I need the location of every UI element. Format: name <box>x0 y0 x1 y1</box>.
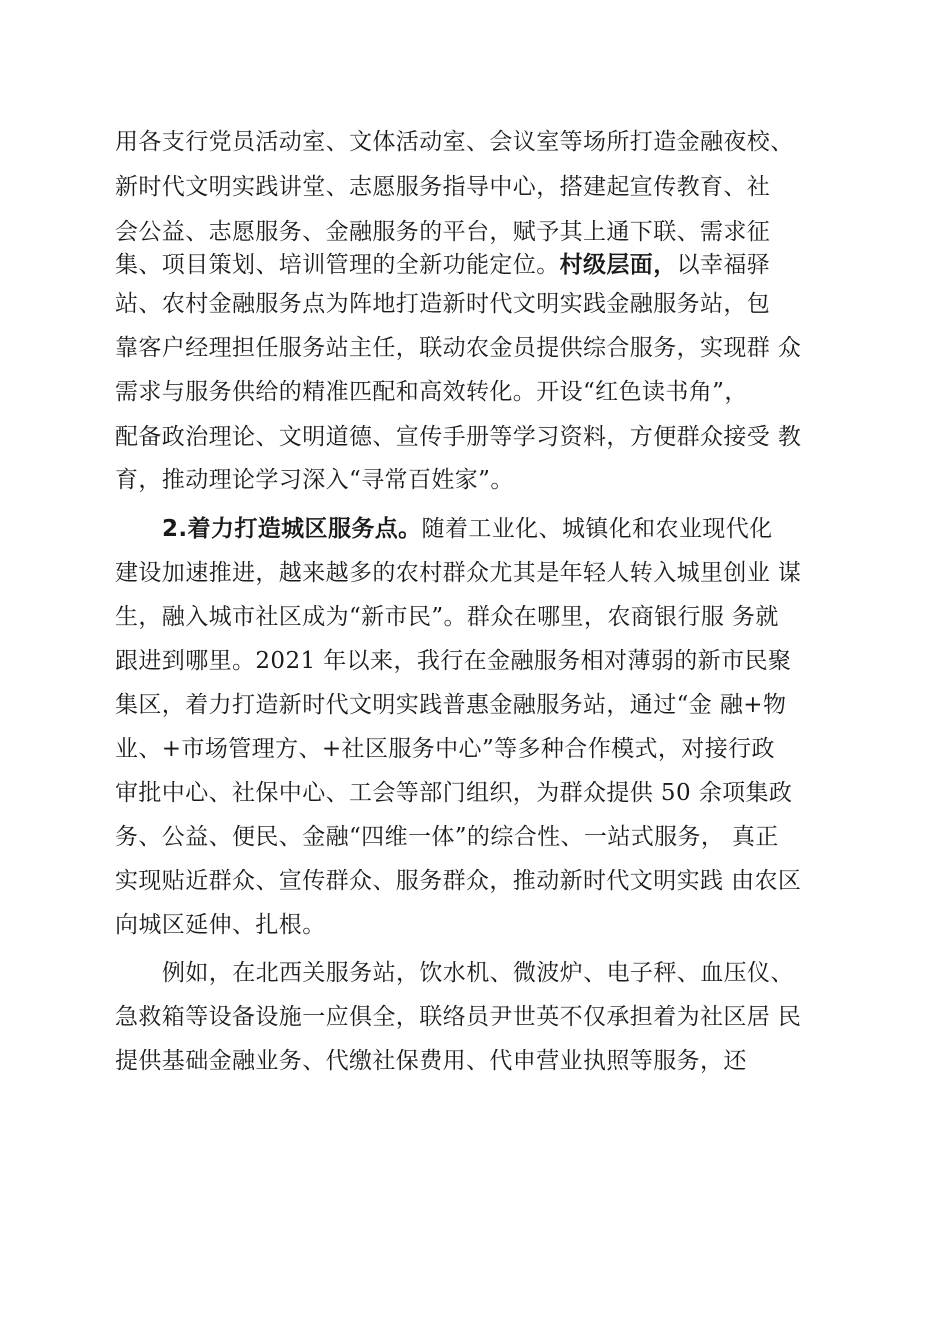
text-run: 务、公益、便民、金融“四维一体”的综合性、一站式服务， 真正 <box>115 824 779 850</box>
paragraph-line <box>115 375 845 409</box>
text-run: 配备政治理论、文明道德、宣传手册等学习资料，方便群众接受 教 <box>115 424 802 450</box>
paragraph-line <box>115 820 845 854</box>
paragraph-line <box>115 908 845 942</box>
text-run: 急救箱等设备设施一应俱全，联络员尹世英不仅承担着为社区居 民 <box>115 1004 802 1030</box>
paragraph-line <box>115 170 845 204</box>
paragraph-line <box>115 125 845 159</box>
paragraph-line <box>115 248 845 282</box>
text-run: 育，推动理论学习深入“寻常百姓家”。 <box>115 467 514 493</box>
paragraph-line <box>115 776 845 810</box>
paragraph-line <box>162 956 845 990</box>
section-heading: 2.着力打造城区服务点。 <box>162 516 422 542</box>
text-run: 靠客户经理担任服务站主任，联动农金员提供综合服务，实现群 众 <box>115 335 802 361</box>
paragraph-line <box>115 556 845 590</box>
text-run: 提供基础金融业务、代缴社保费用、代申营业执照等服务，还 <box>115 1048 747 1074</box>
text-run: 用各支行党员活动室、文体活动室、会议室等场所打造金融夜校、 <box>115 129 794 155</box>
text-run: 实现贴近群众、宣传群众、服务群众，推动新时代文明实践 由农区 <box>115 868 802 894</box>
text-run: 生，融入城市社区成为“新市民”。群众在哪里，农商银行服 务就 <box>115 604 779 630</box>
text-run: 以幸福驿 <box>676 252 771 278</box>
bold-heading-run: 村级层面， <box>559 252 677 278</box>
paragraph-line <box>115 1000 845 1034</box>
text-run: 建设加速推进，越来越多的农村群众尤其是年轻人转入城里创业 谋 <box>115 560 802 586</box>
paragraph-line <box>115 463 845 497</box>
paragraph-line <box>115 644 845 678</box>
text-run: 会公益、志愿服务、金融服务的平台，赋予其上通下联、需求征 <box>115 219 771 245</box>
text-run: 审批中心、社保中心、工会等部门组织，为群众提供 50 余项集政 <box>115 780 793 806</box>
paragraph-line <box>115 732 845 766</box>
paragraph-line <box>115 600 845 634</box>
text-run: 新时代文明实践讲堂、志愿服务指导中心，搭建起宣传教育、社 <box>115 174 771 200</box>
text-run: 跟进到哪里。2021 年以来，我行在金融服务相对薄弱的新市民聚 <box>115 648 792 674</box>
paragraph-line <box>115 331 845 365</box>
text-run: 集、项目策划、培训管理的全新功能定位。 <box>115 252 560 278</box>
paragraph-line <box>115 287 845 321</box>
text-run: 向城区延伸、扎根。 <box>115 912 326 938</box>
text-run: 集区，着力打造新时代文明实践普惠金融服务站，通过“金 融+物 <box>115 692 787 718</box>
paragraph-line <box>115 215 845 249</box>
paragraph-line <box>115 420 845 454</box>
text-run: 站、农村金融服务点为阵地打造新时代文明实践金融服务站，包 <box>115 291 771 317</box>
paragraph-line <box>115 688 845 722</box>
text-run: 例如，在北西关服务站，饮水机、微波炉、电子秤、血压仪、 <box>162 960 794 986</box>
text-run: 需求与服务供给的精准匹配和高效转化。开设“红色读书角”， <box>115 379 748 405</box>
paragraph-line <box>115 1044 845 1078</box>
text-run: 业、+市场管理方、+社区服务中心”等多种合作模式，对接行政 <box>115 736 775 762</box>
paragraph-line <box>115 864 845 898</box>
text-run: 随着工业化、城镇化和农业现代化 <box>421 516 773 542</box>
paragraph-line <box>162 512 845 546</box>
